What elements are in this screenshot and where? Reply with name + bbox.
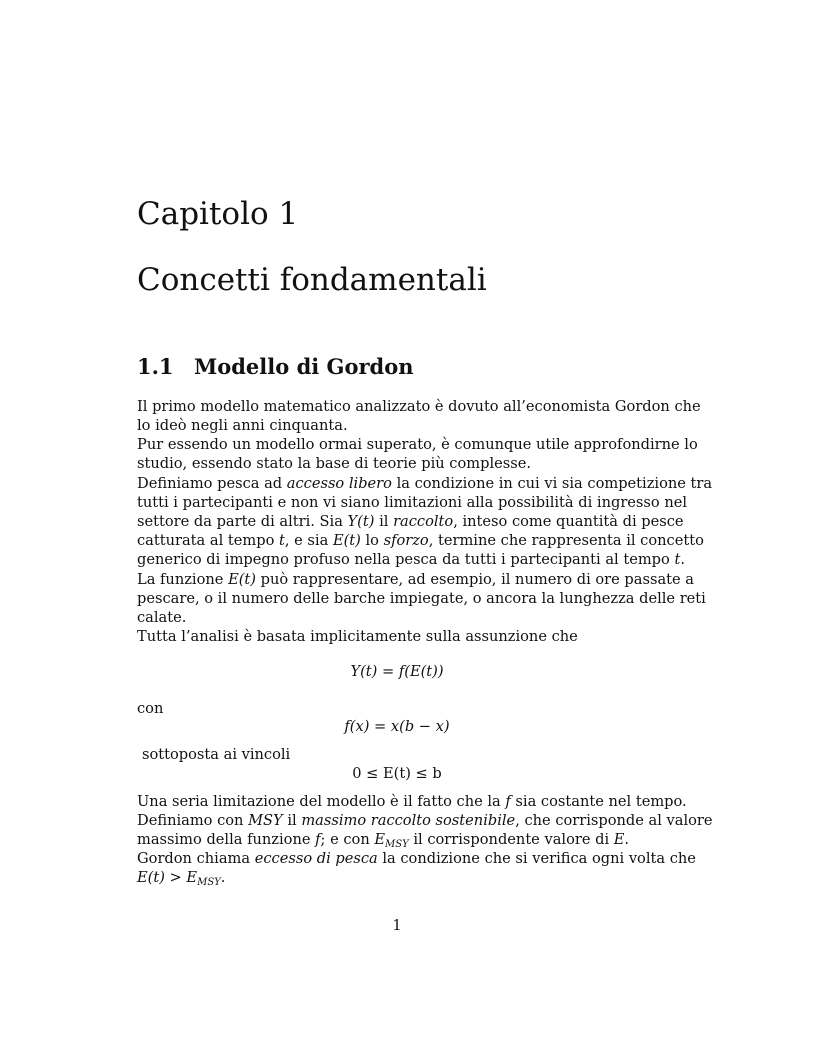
paragraph-line: settore da parte di altri. Sia Y(t) il raccolto, inteso come quantità di pesce	[137, 513, 684, 530]
paragraph-line: Definiamo pesca ad accesso libero la condizione in cui vi sia competizione tra	[137, 475, 713, 492]
paragraph-line: calate.	[137, 609, 187, 626]
equation-1: Y(t) = f(E(t))	[350, 663, 444, 680]
paragraph-line: Una seria limitazione del modello è il fatto che la f sia costante nel tempo.	[137, 793, 687, 810]
equation-3: 0 ≤ E(t) ≤ b	[352, 765, 442, 782]
paragraph-line: Definiamo con MSY il massimo raccolto sostenibile, che corrisponde al valore	[137, 812, 713, 829]
paragraph-line: studio, essendo stato la base di teorie più complesse.	[137, 455, 532, 472]
equation-2: f(x) = x(b − x)	[344, 718, 450, 735]
section-title: Modello di Gordon	[194, 354, 414, 379]
section-number: 1.1	[137, 354, 174, 379]
paragraph-line: Il primo modello matematico analizzato è dovuto all’economista Gordon che	[137, 398, 701, 415]
paragraph-line: con	[137, 700, 164, 717]
paragraph-line: tutti i partecipanti e non vi siano limitazioni alla possibilità di ingresso nel	[137, 494, 688, 511]
section-heading	[137, 354, 414, 379]
chapter-number: Capitolo 1	[137, 196, 299, 232]
page-number: 1	[392, 917, 402, 934]
paragraph-line: La funzione E(t) può rappresentare, ad esempio, il numero di ore passate a	[137, 571, 694, 588]
paragraph-line: catturata al tempo t, e sia E(t) lo sforzo, termine che rappresenta il concetto	[137, 532, 704, 549]
paragraph-line: massimo della funzione f; e con $E_{MSY}$ il corrispondente valore di E.	[137, 831, 630, 850]
paragraph-line: generico di impegno profuso nella pesca da tutti i partecipanti al tempo t.	[137, 551, 685, 568]
paragraph-line: $E(t) > E_{MSY}$.	[137, 869, 226, 888]
paragraph-line: Pur essendo un modello ormai superato, è comunque utile approfondirne lo	[137, 436, 698, 453]
chapter-title: Concetti fondamentali	[137, 262, 487, 298]
paragraph-line: Gordon chiama eccesso di pesca la condizione che si verifica ogni volta che	[137, 850, 696, 867]
paragraph-line: lo ideò negli anni cinquanta.	[137, 417, 348, 434]
paragraph-line: pescare, o il numero delle barche impiegate, o ancora la lunghezza delle reti	[137, 590, 706, 607]
paragraph-line: Tutta l’analisi è basata implicitamente sulla assunzione che	[137, 628, 578, 645]
paragraph-line: sottoposta ai vincoli	[142, 746, 291, 763]
